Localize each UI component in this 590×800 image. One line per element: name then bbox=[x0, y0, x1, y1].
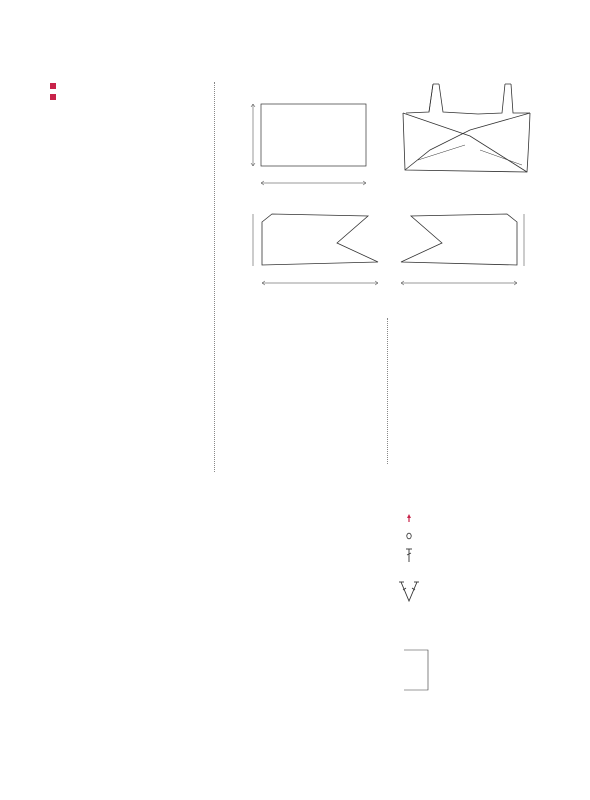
front-right-panel-shape bbox=[262, 214, 378, 265]
col2-text bbox=[222, 322, 387, 339]
back-panel-shape bbox=[261, 104, 366, 166]
legend-dc-icon bbox=[406, 549, 412, 562]
front-left-panel-shape bbox=[401, 214, 517, 265]
legend-start-icon bbox=[407, 514, 411, 522]
repeat-bracket bbox=[404, 650, 428, 690]
legend-2dc-icon bbox=[399, 582, 419, 601]
legend-chain-icon bbox=[407, 533, 411, 539]
assembled-top-sketch bbox=[403, 84, 530, 172]
